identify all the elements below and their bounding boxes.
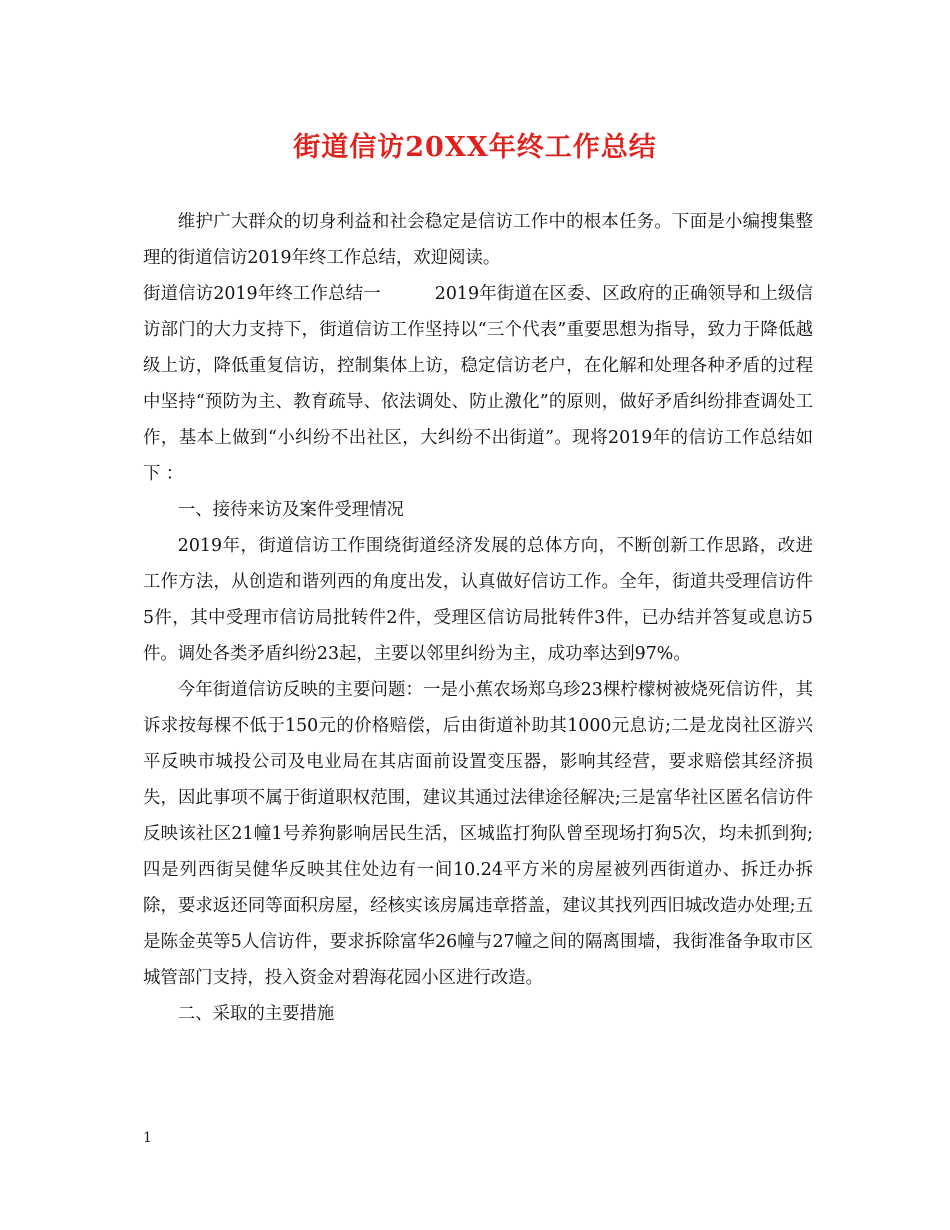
page-number: 1 — [143, 1130, 152, 1146]
intro-paragraph: 维护广大群众的切身利益和社会稳定是信访工作中的根本任务。下面是小编搜集整理的街道信访2019年终工作总结，欢迎阅读。 — [143, 212, 813, 268]
opening-text: 2019年街道在区委、区政府的正确领导和上级信访部门的大力支持下，街道信访工作坚持以“三个代表”重要思想为指导，致力于降低越级上访，降低重复信访，控制集体上访，稳定信访老户，在化解和处理各种矛盾的过程中坚持“预防为主、教育疏导、依法调处、防止激化”的原则，做好矛盾纠纷排查调处工作，基本上做到“小纠纷不出社区，大纠纷不出街道”。现将2019年的信访工作总结如下 ： — [143, 284, 813, 484]
document-body — [143, 204, 813, 1032]
section-heading-2: 二、采取的主要措施 — [177, 1004, 335, 1024]
section-1-paragraph: 2019年，街道信访工作围绕街道经济发展的总体方向，不断创新工作思路，改进工作方法，从创造和谐列西的角度出发，认真做好信访工作。全年，街道共受理信访件5件，其中受理市信访局批转件2件，受理区信访局批转件3件，已办结并答复或息访5件。调处各类矛盾纠纷23起，主要以邻里纠纷为主，成功率达到97%。 — [143, 536, 813, 664]
document-title: 街道信访20XX年终工作总结 — [293, 132, 657, 163]
issues-paragraph: 今年街道信访反映的主要问题：一是小蕉农场郑乌珍23棵柠檬树被烧死信访件，其诉求按每棵不低于150元的价格赔偿，后由街道补助其1000元息访;二是龙岗社区游兴平反映市城投公司及电业局在其店面前设置变压器，影响其经营，要求赔偿其经济损失，因此事项不属于街道职权范围，建议其通过法律途径解决;三是富华社区匿名信访件反映该社区21幢1号养狗影响居民生活，区城监打狗队曾至现场打狗5次，均未抓到狗;四是列西街吴健华反映其住处边有一间10.24平方米的房屋被列西街道办、拆迁办拆除，要求返还同等面积房屋，经核实该房属违章搭盖，建议其找列西旧城改造办处理;五是陈金英等5人信访件，要求拆除富华26幢与27幢之间的隔离围墙，我街准备争取市区城管部门支持，投入资金对碧海花园小区进行改造。 — [143, 680, 813, 988]
section-heading-1: 一、接待来访及案件受理情况 — [177, 500, 404, 520]
summary-paragraph — [143, 276, 813, 492]
summary-heading: 街道信访2019年终工作总结一 — [143, 284, 381, 304]
